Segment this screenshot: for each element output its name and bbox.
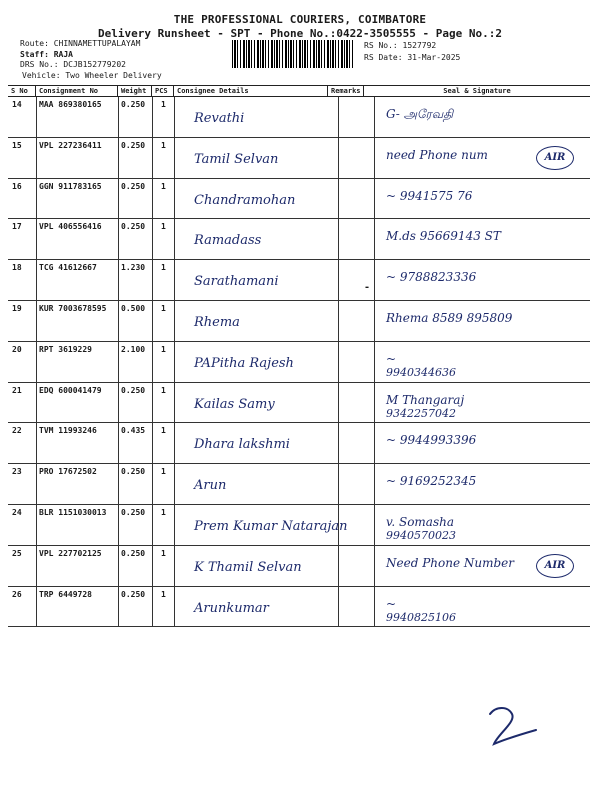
col-seal-signature: Seal & Signature xyxy=(443,87,511,95)
column-divider xyxy=(152,505,153,545)
column-divider xyxy=(118,342,119,382)
column-divider xyxy=(374,383,375,423)
column-divider xyxy=(118,587,119,627)
table-row xyxy=(8,342,590,383)
column-divider xyxy=(174,587,175,627)
row-consignment: VPL 406556416 xyxy=(39,222,102,232)
table-row xyxy=(8,423,590,464)
row-signature-handwritten: ~ 9941575 76 xyxy=(386,188,473,203)
row-pcs: 1 xyxy=(161,140,166,150)
column-divider xyxy=(374,546,375,586)
row-weight: 2.100 xyxy=(121,344,146,354)
col-consignment: Consignment No xyxy=(36,86,118,96)
column-divider xyxy=(152,464,153,504)
row-consignee-handwritten: Arunkumar xyxy=(194,600,269,616)
row-weight: 0.250 xyxy=(121,467,146,477)
signature-mark xyxy=(486,700,546,750)
row-sno: 17 xyxy=(12,222,22,232)
column-divider xyxy=(118,464,119,504)
row-weight: 0.250 xyxy=(121,222,146,232)
column-divider xyxy=(152,260,153,300)
column-divider xyxy=(338,179,339,219)
column-divider xyxy=(374,138,375,178)
column-divider xyxy=(36,301,37,341)
row-sno: 15 xyxy=(12,140,22,150)
row-pcs: 1 xyxy=(161,385,166,395)
column-divider xyxy=(152,97,153,137)
row-pcs: 1 xyxy=(161,222,166,232)
column-divider xyxy=(174,383,175,423)
row-sno: 23 xyxy=(12,467,22,477)
column-divider xyxy=(118,301,119,341)
row-weight: 0.250 xyxy=(121,100,146,109)
column-divider xyxy=(118,219,119,259)
row-signature-handwritten: ~ 9169252345 xyxy=(386,474,477,489)
column-divider xyxy=(174,138,175,178)
row-pcs: 1 xyxy=(161,344,166,354)
column-divider xyxy=(152,138,153,178)
column-divider xyxy=(152,179,153,219)
column-divider xyxy=(152,383,153,423)
column-divider xyxy=(36,587,37,627)
column-divider xyxy=(36,138,37,178)
row-consignee-handwritten: Ramadass xyxy=(194,233,262,249)
row-signature-handwritten: need Phone num xyxy=(386,147,488,162)
row-consignment: MAA 869380165 xyxy=(39,100,102,109)
barcode xyxy=(232,40,354,68)
column-divider xyxy=(36,219,37,259)
row-weight: 0.250 xyxy=(121,589,146,599)
column-divider xyxy=(118,423,119,463)
column-divider xyxy=(338,219,339,259)
column-divider xyxy=(118,179,119,219)
row-pcs: 1 xyxy=(161,589,166,599)
column-divider xyxy=(338,383,339,423)
column-divider xyxy=(374,301,375,341)
column-divider xyxy=(374,179,375,219)
row-sno: 20 xyxy=(12,344,22,354)
column-divider xyxy=(374,464,375,504)
row-signature-handwritten: M.ds 95669143 ST xyxy=(386,229,501,244)
column-divider xyxy=(174,97,175,137)
row-weight: 0.250 xyxy=(121,548,146,558)
table-row xyxy=(8,179,590,220)
table-row xyxy=(8,546,590,587)
row-signature-phone: 9342257042 xyxy=(386,406,456,420)
row-consignee-handwritten: K Thamil Selvan xyxy=(194,559,302,575)
row-consignee-handwritten: Arun xyxy=(194,478,227,494)
row-sno: 25 xyxy=(12,548,22,558)
column-divider xyxy=(374,97,375,137)
column-divider xyxy=(174,342,175,382)
column-divider xyxy=(374,505,375,545)
column-divider xyxy=(118,383,119,423)
col-details: Consignee Details xyxy=(174,86,328,96)
table-row xyxy=(8,260,590,301)
row-pcs: 1 xyxy=(161,548,166,558)
table-row xyxy=(8,587,590,628)
row-consignee-handwritten: Dhara lakshmi xyxy=(194,437,290,453)
row-weight: 0.250 xyxy=(121,181,146,191)
row-remark: - xyxy=(364,282,371,294)
column-divider xyxy=(118,260,119,300)
row-sno: 19 xyxy=(12,303,22,313)
row-consignment: PRO 17672502 xyxy=(39,467,97,477)
table-row xyxy=(8,219,590,260)
table-row xyxy=(8,383,590,424)
column-divider xyxy=(374,342,375,382)
table-header xyxy=(8,85,590,97)
row-pcs: 1 xyxy=(161,100,166,109)
staff-label: Staff: xyxy=(20,49,49,59)
row-pcs: 1 xyxy=(161,467,166,477)
column-divider xyxy=(36,423,37,463)
column-divider xyxy=(174,546,175,586)
column-divider xyxy=(338,546,339,586)
row-consignment: TRP 6449728 xyxy=(39,589,92,599)
col-sno: S No xyxy=(8,86,36,96)
row-pcs: 1 xyxy=(161,303,166,313)
column-divider xyxy=(36,179,37,219)
row-pcs: 1 xyxy=(161,181,166,191)
row-consignment: VPL 227236411 xyxy=(39,140,102,150)
column-divider xyxy=(152,423,153,463)
table-row xyxy=(8,138,590,179)
column-divider xyxy=(118,138,119,178)
column-divider xyxy=(36,383,37,423)
row-weight: 0.250 xyxy=(121,140,146,150)
col-remarks: Remarks xyxy=(328,86,364,96)
row-signature-handwritten: ~ 9944993396 xyxy=(386,433,477,448)
column-divider xyxy=(374,423,375,463)
row-signature-phone: 9940570023 xyxy=(386,528,456,542)
column-divider xyxy=(174,260,175,300)
column-divider xyxy=(174,423,175,463)
column-divider xyxy=(36,464,37,504)
runsheet-table xyxy=(8,85,590,627)
row-consignee-handwritten: Kailas Samy xyxy=(194,396,275,412)
row-signature-handwritten: M Thangaraj xyxy=(386,392,465,407)
row-signature-handwritten: v. Somasha xyxy=(386,514,455,529)
row-stamp: AIR xyxy=(536,146,574,170)
row-weight: 0.250 xyxy=(121,385,146,395)
row-consignment: KUR 7003678595 xyxy=(39,303,107,313)
vehicle-label: Vehicle: Two Wheeler Delivery xyxy=(22,70,162,80)
column-divider xyxy=(374,219,375,259)
rs-date: RS Date: 31-Mar-2025 xyxy=(364,53,461,62)
row-sno: 16 xyxy=(12,181,22,191)
row-consignee-handwritten: Tamil Selvan xyxy=(194,151,279,167)
row-sno: 26 xyxy=(12,589,22,599)
column-divider xyxy=(152,587,153,627)
column-divider xyxy=(174,505,175,545)
row-consignment: TCG 41612667 xyxy=(39,263,97,273)
table-row xyxy=(8,97,590,138)
row-signature-handwritten: Need Phone Number xyxy=(386,555,514,570)
row-consignee-handwritten: Rhema xyxy=(194,314,240,330)
row-consignee-handwritten: Sarathamani xyxy=(194,274,279,290)
row-consignee-handwritten: Revathi xyxy=(194,111,245,126)
column-divider xyxy=(152,342,153,382)
row-sno: 14 xyxy=(12,100,22,109)
column-divider xyxy=(174,464,175,504)
col-pcs: PCS xyxy=(152,86,174,96)
column-divider xyxy=(36,260,37,300)
row-consignment: TVM 11993246 xyxy=(39,426,97,436)
row-pcs: 1 xyxy=(161,263,166,273)
column-divider xyxy=(338,260,339,300)
column-divider xyxy=(118,97,119,137)
column-divider xyxy=(338,464,339,504)
column-divider xyxy=(174,179,175,219)
column-divider xyxy=(118,546,119,586)
table-row xyxy=(8,505,590,546)
row-signature-handwritten: ~ xyxy=(386,351,397,366)
column-divider xyxy=(338,97,339,137)
row-weight: 0.250 xyxy=(121,507,146,517)
row-sno: 24 xyxy=(12,507,22,517)
column-divider xyxy=(338,301,339,341)
runsheet-meta-left xyxy=(20,39,162,81)
column-divider xyxy=(338,423,339,463)
column-divider xyxy=(36,97,37,137)
column-divider xyxy=(36,505,37,545)
row-weight: 0.435 xyxy=(121,426,146,436)
column-divider xyxy=(374,587,375,627)
row-weight: 0.500 xyxy=(121,303,146,313)
route-label: Route: CHINNAMETTUPALAYAM xyxy=(20,39,141,48)
row-sno: 21 xyxy=(12,385,22,395)
column-divider xyxy=(118,505,119,545)
row-stamp: AIR xyxy=(536,554,574,578)
column-divider xyxy=(36,342,37,382)
column-divider xyxy=(152,219,153,259)
row-consignee-handwritten: PAPitha Rajesh xyxy=(194,355,294,371)
row-signature-handwritten: G- அரேவதி xyxy=(386,107,454,121)
runsheet-subtitle: Delivery Runsheet - SPT - Phone No.:0422-3505555 - Page No.:2 xyxy=(98,27,502,40)
row-consignee-handwritten: Chandramohan xyxy=(194,192,296,208)
staff-line xyxy=(20,50,162,61)
row-pcs: 1 xyxy=(161,507,166,517)
column-divider xyxy=(174,301,175,341)
runsheet-meta-right xyxy=(364,41,460,65)
column-divider xyxy=(152,301,153,341)
column-divider xyxy=(338,342,339,382)
row-signature-handwritten: Rhema 8589 895809 xyxy=(386,310,513,325)
row-weight: 1.230 xyxy=(121,263,146,273)
row-signature-phone: 9940344636 xyxy=(386,365,456,379)
column-divider xyxy=(152,546,153,586)
rs-number: RS No.: 1527792 xyxy=(364,41,437,50)
col-weight: Weight xyxy=(118,86,152,96)
table-row xyxy=(8,464,590,505)
row-pcs: 1 xyxy=(161,426,166,436)
row-consignment: VPL 227702125 xyxy=(39,548,102,558)
column-divider xyxy=(174,219,175,259)
row-consignee-handwritten: Prem Kumar Natarajan xyxy=(194,518,348,534)
row-signature-phone: 9940825106 xyxy=(386,610,456,624)
table-body xyxy=(8,97,590,627)
column-divider xyxy=(374,260,375,300)
row-sno: 22 xyxy=(12,426,22,436)
runsheet-title: THE PROFESSIONAL COURIERS, COIMBATORE xyxy=(173,13,427,26)
column-divider xyxy=(338,138,339,178)
row-sno: 18 xyxy=(12,263,22,273)
row-signature-handwritten: ~ xyxy=(386,596,397,611)
column-divider xyxy=(338,587,339,627)
row-signature-handwritten: ~ 9788823336 xyxy=(386,270,477,285)
row-consignment: BLR 1151030013 xyxy=(39,507,107,517)
row-consignment: EDQ 600041479 xyxy=(39,385,102,395)
row-consignment: GGN 911783165 xyxy=(39,181,102,191)
table-row xyxy=(8,301,590,342)
staff-name: RAJA xyxy=(53,49,73,59)
drs-number: DRS No.: DCJB152779202 xyxy=(20,60,126,69)
column-divider xyxy=(36,546,37,586)
row-consignment: RPT 3619229 xyxy=(39,344,92,354)
